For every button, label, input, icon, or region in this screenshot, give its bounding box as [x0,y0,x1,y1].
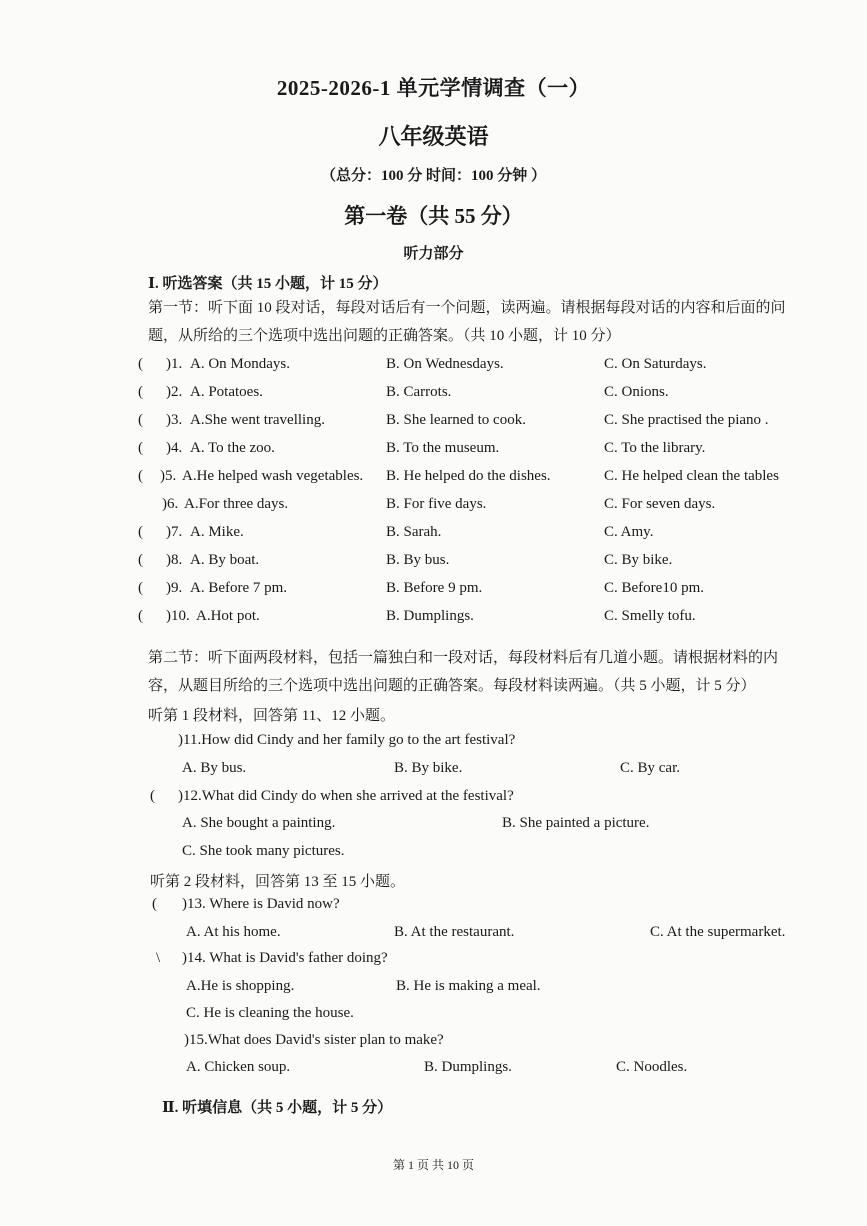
question-number: )10. [166,608,190,624]
option-a: A. She bought a painting. [182,815,336,831]
answer-paren[interactable]: ( [150,788,155,804]
option-c: C. By car. [620,760,680,776]
exam-title: 2025-2026-1 单元学情调查（一） [276,76,591,100]
question-number: )5. [160,468,177,484]
answer-paren[interactable]: ( [138,552,143,568]
part-heading: 听力部分 [403,246,464,262]
question-number: )7. [166,524,183,540]
question-stem-14: )14. What is David's father doing? [182,950,388,966]
option-c: C. For seven days. [604,496,716,512]
option-c: C. Smelly tofu. [604,608,696,624]
material1-label: 听第 1 段材料，回答第 11、12 小题。 [148,708,395,724]
answer-paren[interactable]: ( [138,468,143,484]
sub2-instruction: 第二节：听下面两段材料，包括一篇独白和一段对话，每段材料后有几道小题。请根据材料的内容，从题目所给的三个选项中选出问题的正确答案。每段材料读两遍。（共 5 小题，计 5 分） [148,650,779,694]
question-number: )3. [166,412,183,428]
material2-label: 听第 2 段材料，回答第 13 至 15 小题。 [150,874,406,890]
option-a: A. On Mondays. [190,356,290,372]
option-c: C. Noodles. [616,1059,688,1075]
option-b: B. He is making a meal. [396,978,541,994]
question-row [138,384,808,408]
question-row [138,552,808,576]
answer-paren[interactable]: ( [138,412,143,428]
question-row [138,608,808,632]
question-number: )2. [166,384,183,400]
option-c: C. To the library. [604,440,706,456]
option-c: C. Amy. [604,524,654,540]
question-stem-11: )11.How did Cindy and her family go to the art festival? [178,732,516,748]
option-a: A. Mike. [190,524,244,540]
option-a: A.He helped wash vegetables. [182,468,364,484]
option-c: C. Onions. [604,384,669,400]
option-a: A.Hot pot. [196,608,260,624]
option-c: C. On Saturdays. [604,356,707,372]
option-b: B. For five days. [386,496,487,512]
question-number: )8. [166,552,183,568]
answer-paren[interactable]: ( [138,356,143,372]
option-a: A. To the zoo. [190,440,275,456]
option-c: C. She took many pictures. [182,843,345,859]
answer-paren[interactable]: ( [138,384,143,400]
option-a: A. At his home. [186,924,281,940]
option-b: B. She learned to cook. [386,412,526,428]
question-row [138,580,808,604]
option-c: C. He is cleaning the house. [186,1005,354,1021]
option-b: B. To the museum. [386,440,500,456]
answer-paren[interactable]: ( [138,524,143,540]
option-c: C. By bike. [604,552,673,568]
option-b: B. He helped do the dishes. [386,468,551,484]
answer-paren[interactable]: ( [138,608,143,624]
option-a: A. Potatoes. [190,384,263,400]
page-footer: 第 1 页 共 10 页 [392,1158,474,1172]
option-b: B. By bus. [386,552,450,568]
question-number: )9. [166,580,183,596]
question-number: )4. [166,440,183,456]
volume-heading: 第一卷（共 55 分） [344,204,523,228]
option-a: A. Before 7 pm. [190,580,288,596]
question-row [138,496,808,520]
option-b: B. Carrots. [386,384,452,400]
option-a: A. Chicken soup. [186,1059,291,1075]
option-b: B. Sarah. [386,524,442,540]
question-stem-15: )15.What does David's sister plan to make? [184,1032,444,1048]
option-b: B. Before 9 pm. [386,580,483,596]
option-a: A. By boat. [190,552,260,568]
option-c: C. Before10 pm. [604,580,704,596]
score-time-line: （总分：100 分 时间：100 分钟 ） [320,168,546,184]
option-b: B. On Wednesdays. [386,356,504,372]
option-a: A.For three days. [184,496,289,512]
section1-heading: Ⅰ. 听选答案（共 15 小题，计 15 分） [148,276,388,292]
answer-paren[interactable]: \ [156,950,161,966]
question-number: )6. [162,496,179,512]
question-row [138,356,808,380]
option-b: B. Dumplings. [386,608,474,624]
answer-paren[interactable]: ( [138,580,143,596]
option-a: A.She went travelling. [190,412,325,428]
question-row [138,468,808,492]
answer-paren[interactable]: ( [138,440,143,456]
question-row [138,440,808,464]
question-stem-13: )13. Where is David now? [182,896,340,912]
option-a: A.He is shopping. [186,978,295,994]
option-c: C. He helped clean the tables [604,468,779,484]
question-stem-12: )12.What did Cindy do when she arrived at the festival? [178,788,514,804]
option-b: B. She painted a picture. [502,815,650,831]
answer-paren[interactable]: ( [152,896,157,912]
question-number: )1. [166,356,183,372]
option-c: C. She practised the piano . [604,412,769,428]
option-b: B. Dumplings. [424,1059,512,1075]
question-row [138,524,808,548]
section2-heading: Ⅱ. 听填信息（共 5 小题，计 5 分） [162,1100,393,1116]
question-row [138,412,808,436]
option-c: C. At the supermarket. [650,924,786,940]
exam-subject: 八年级英语 [378,124,489,149]
sub1-instruction: 第一节：听下面 10 段对话，每段对话后有一个问题，读两遍。请根据每段对话的内容和后面的问题，从所给的三个选项中选出问题的正确答案。（共 10 小题，计 10 分） [148,300,786,344]
option-b: B. By bike. [394,760,463,776]
option-b: B. At the restaurant. [394,924,515,940]
option-a: A. By bus. [182,760,247,776]
